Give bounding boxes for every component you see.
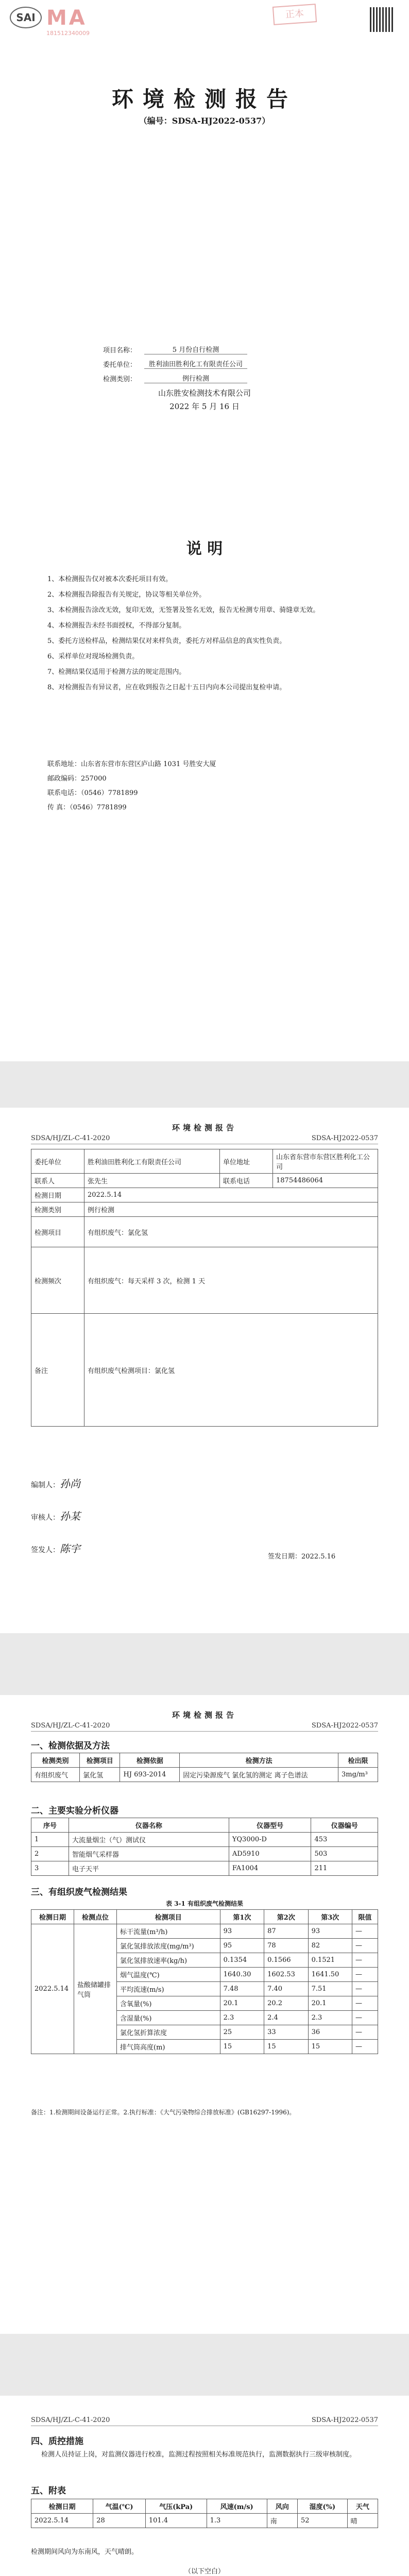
field-text: 检测类别： (103, 376, 137, 383)
note-item: 7、检测结果仅适用于检测方法的规定范围内。 (47, 668, 186, 676)
table-cell: 1602.53 (264, 1968, 308, 1982)
table-cell: 20.1 (220, 1996, 264, 2011)
sign-compiler (31, 1468, 237, 1501)
table-cell: 1641.50 (308, 1968, 352, 1982)
table-cell: 南 (267, 2514, 297, 2528)
table-cell: 电子天平 (69, 1861, 229, 1876)
contact-block (47, 757, 362, 815)
field-text: 项目名称： (103, 347, 137, 354)
table-cell: 1640.30 (220, 1968, 264, 1982)
field-text: 陈宇 (60, 1543, 80, 1555)
page-gap (0, 2334, 409, 2396)
p3-doc-code: SDSA/HJ/ZL-C-41-2020 (31, 1722, 110, 1730)
table-cell: — (352, 1924, 378, 1939)
table-cell: 大流量烟尘（气）测试仪 (69, 1833, 229, 1847)
table-header-cell: 天气 (347, 2499, 378, 2514)
table-cell: 有组织废气检测项目：氯化氢 (84, 1314, 378, 1427)
table-header (31, 2499, 378, 2514)
table-cell: 3 (31, 1861, 69, 1876)
table-cell: 委托单位 (31, 1149, 84, 1174)
section-appendix: 五、附表 (31, 2486, 66, 2496)
table-header-cell: 湿度(%) (297, 2499, 347, 2514)
table-row (31, 1247, 378, 1314)
table-cell: 排气筒高度(m) (117, 2040, 220, 2054)
report-number: （编号：SDSA-HJ2022-0537） (139, 116, 270, 126)
table-cell: 烟气温度(℃) (117, 1968, 220, 1982)
p2-report-no: SDSA-HJ2022-0537 (311, 1134, 378, 1142)
note-item: 1、本检测报告仅对被本次委托项目有效。 (47, 575, 173, 583)
table-header-cell: 检测类别 (31, 1753, 80, 1768)
field-text: 邮政编码： (47, 775, 81, 783)
table-header-cell: 第3次 (308, 1910, 352, 1924)
table-cell: — (352, 2040, 378, 2054)
field-text: 胜利油田胜利化工有限责任公司 (144, 359, 247, 369)
table-cell: 备注 (31, 1314, 84, 1427)
note-item: 6、采样单位对现场检测负责。 (47, 653, 139, 660)
table-row (31, 1768, 378, 1782)
notes-title: 说 明 (186, 540, 223, 558)
table-cell: 28 (93, 2514, 146, 2528)
table-cell: 平均流速(m/s) (117, 1982, 220, 1996)
field-text: 签发人： (31, 1546, 60, 1554)
field-text: 孙某 (60, 1510, 80, 1522)
table-cell: — (352, 1968, 378, 1982)
table-header-cell: 检测依据 (120, 1753, 180, 1768)
field-text: 5 月份自行检测 (144, 344, 247, 354)
table-cell: 盐酸储罐排气筒 (74, 1924, 117, 2054)
table-cell: 2022.5.14 (31, 2514, 93, 2528)
table-header-cell: 第1次 (220, 1910, 264, 1924)
table-cell: 检测频次 (31, 1247, 84, 1314)
table-header-cell: 序号 (31, 1818, 69, 1833)
cma-mark (46, 6, 134, 36)
section-qc: 四、质控措施 (31, 2436, 83, 2447)
table-cell: 78 (264, 1939, 308, 1953)
field-text: 山东省东营市东营区庐山路 1031 号胜安大厦 (81, 760, 216, 768)
table-header-cell: 限值 (352, 1910, 378, 1924)
table-cell: 93 (308, 1924, 352, 1939)
table-cell: 2022.5.14 (31, 1924, 74, 2054)
table-cell: 503 (311, 1847, 378, 1861)
table-cell: 有组织废气：氯化氢 (84, 1217, 378, 1247)
table-cell: 0.1354 (220, 1953, 264, 1968)
table-row (31, 1217, 378, 1247)
table-cell: 有组织废气 (31, 1768, 80, 1782)
methods-table (31, 1753, 378, 1782)
table-header (31, 1753, 378, 1768)
table-row (31, 1314, 378, 1427)
table-cell: 20.2 (264, 1996, 308, 2011)
cma-text: MA (46, 6, 87, 30)
table-header-cell: 检测项目 (80, 1753, 120, 1768)
cover-fields (103, 340, 319, 383)
field-text: 联系电话： (47, 789, 81, 797)
section-methods: 一、检测依据及方法 (31, 1741, 110, 1751)
table-cell: HJ 693-2014 (120, 1768, 180, 1782)
notes-page (0, 515, 409, 1061)
section-results: 三、有组织废气检测结果 (31, 1887, 127, 1897)
note-item: 4、本检测报告未经书面授权，不得部分复制。 (47, 622, 186, 630)
table-row (31, 1174, 378, 1188)
table-cell: — (352, 1996, 378, 2011)
signature-block (31, 1468, 237, 1566)
appendix-page (0, 2396, 409, 2576)
table-row (31, 1202, 378, 1217)
table-cell: 453 (311, 1833, 378, 1847)
note-item: 8、对检测报告有异议者，应在收到报告之日起十五日内向本公司提出复检申请。 (47, 684, 286, 691)
table-cell: 单位地址 (220, 1149, 273, 1174)
p4-doc-code: SDSA/HJ/ZL-C-41-2020 (31, 2416, 110, 2424)
table-cell: 52 (297, 2514, 347, 2528)
logo-text: SAI (16, 11, 36, 24)
table-header-cell: 风向 (267, 2499, 297, 2514)
page-gap (0, 1633, 409, 1695)
notes-list (47, 572, 362, 696)
table-header-cell: 第2次 (264, 1910, 308, 1924)
table-cell: 含湿量(%) (117, 2011, 220, 2025)
table-cell: 含氧量(%) (117, 1996, 220, 2011)
field-text: （0546）7781899 (81, 789, 138, 797)
table-cell: 有组织废气：每天采样 3 次，检测 1 天 (84, 1247, 378, 1314)
table-cell: 智能烟气采样器 (69, 1847, 229, 1861)
cma-number: 181512340009 (46, 30, 90, 37)
table-header (31, 1818, 378, 1833)
field-client (103, 354, 319, 369)
table-cell: 2.3 (308, 2011, 352, 2025)
qc-text: 检测人员持证上岗，对监测仪器进行校准，监测过程按照相关标准规范执行，监测数据执行三级审核制度。 (41, 2451, 356, 2459)
table-cell: 2.3 (220, 2011, 264, 2025)
table-header (31, 1910, 378, 1924)
contact-address (47, 757, 362, 772)
field-text: （0546）7781899 (70, 804, 127, 811)
table-cell: 211 (311, 1861, 378, 1876)
table-cell: 氯化氢折算浓度 (117, 2025, 220, 2040)
contact-postcode (47, 772, 362, 786)
table-cell: 25 (220, 2025, 264, 2040)
table-cell: 33 (264, 2025, 308, 2040)
results-table-title: 表 3-1 有组织废气检测结果 (165, 1900, 244, 1907)
sign-date: 签发日期：2022.5.16 (268, 1553, 336, 1561)
table-cell: 7.48 (220, 1982, 264, 1996)
field-text: 257000 (81, 775, 107, 783)
table-header-cell: 检测点位 (74, 1910, 117, 1924)
table-cell: — (352, 2025, 378, 2040)
table-cell: 0.1521 (308, 1953, 352, 1968)
table-cell: — (352, 1953, 378, 1968)
table-cell: 检测项目 (31, 1217, 84, 1247)
table-cell: 7.51 (308, 1982, 352, 1996)
table-header-cell: 检测日期 (31, 1910, 74, 1924)
table-cell: 1 (31, 1833, 69, 1847)
table-cell: 101.4 (145, 2514, 207, 2528)
cover-page (0, 0, 409, 515)
p3-report-no: SDSA-HJ2022-0537 (311, 1722, 378, 1730)
table-cell: — (352, 1982, 378, 1996)
table-cell: — (352, 2011, 378, 2025)
table-row (31, 1861, 378, 1876)
table-row (31, 1833, 378, 1847)
table-cell: 18754486064 (273, 1174, 378, 1188)
table-cell: 氯化氢 (80, 1768, 120, 1782)
sign-reviewer (31, 1501, 237, 1533)
table-cell: 例行检测 (84, 1202, 378, 1217)
company-logo (9, 5, 42, 30)
table-cell: 93 (220, 1924, 264, 1939)
info-table (31, 1149, 378, 1427)
table-cell: FA1004 (229, 1861, 311, 1876)
field-type (103, 369, 319, 383)
table-cell: 晴 (347, 2514, 378, 2528)
table-header-cell: 检出限 (338, 1753, 378, 1768)
table-row (31, 1149, 378, 1174)
table-header-cell: 检测方法 (180, 1753, 338, 1768)
p2-title: 环境检测报告 (172, 1123, 237, 1132)
appendix-end-text: 检测期间风向为东南风，天气晴朗。 (31, 2548, 139, 2556)
note-item: 5、委托方送检样品，检测结果仅对来样负责，委托方对样品信息的真实性负责。 (47, 637, 286, 645)
table-header-cell: 仪器名称 (69, 1818, 229, 1833)
table-cell: 20.1 (308, 1996, 352, 2011)
cover-date: 2022 年 5 月 16 日 (169, 402, 240, 411)
field-text: 联系地址： (47, 760, 81, 768)
report-title: 环境检测报告 (111, 87, 297, 112)
blank-mark: （以下空白） (184, 2568, 225, 2575)
table-cell: 2 (31, 1847, 69, 1861)
info-page (0, 1108, 409, 1633)
table-cell: 95 (220, 1939, 264, 1953)
table-cell: YQ3000-D (229, 1833, 311, 1847)
table-row (31, 1924, 378, 1939)
page-gap (0, 1061, 409, 1108)
original-stamp: 正本 (272, 4, 317, 25)
table-header-cell: 检测项目 (117, 1910, 220, 1924)
table-header-cell: 气温(℃) (93, 2499, 146, 2514)
table-cell: 标干流量(m³/h) (117, 1924, 220, 1939)
table-cell: 3mg/m³ (338, 1768, 378, 1782)
results-page (0, 1695, 409, 2334)
table-cell: 15 (220, 2040, 264, 2054)
contact-phone (47, 786, 362, 801)
table-cell: 联系人 (31, 1174, 84, 1188)
table-cell: 氯化氢排放浓度(mg/m³) (117, 1939, 220, 1953)
table-cell: AD5910 (229, 1847, 311, 1861)
field-project (103, 340, 319, 354)
table-cell: 检测日期 (31, 1188, 84, 1202)
field-text: 传 真： (47, 804, 70, 811)
table-header-cell: 气压(kPa) (145, 2499, 207, 2514)
field-text: 编制人： (31, 1481, 60, 1489)
instruments-table (31, 1818, 378, 1876)
contact-fax (47, 801, 362, 815)
table-cell: 氯化氢排放速率(kg/h) (117, 1953, 220, 1968)
weather-table (31, 2499, 378, 2528)
table-cell: 胜利油田胜利化工有限责任公司 (84, 1149, 220, 1174)
table-cell: 固定污染源废气 氯化氢的测定 离子色谱法 (180, 1768, 338, 1782)
table-cell: 36 (308, 2025, 352, 2040)
table-cell: 87 (264, 1924, 308, 1939)
p3-title: 环境检测报告 (172, 1710, 237, 1720)
table-row (31, 1188, 378, 1202)
table-cell: 1.3 (207, 2514, 267, 2528)
table-cell: 联系电话 (220, 1174, 273, 1188)
table-cell: 15 (264, 2040, 308, 2054)
field-text: 审核人： (31, 1514, 60, 1522)
qr-code (370, 7, 395, 32)
table-header-cell: 风速(m/s) (207, 2499, 267, 2514)
results-table (31, 1909, 378, 2054)
sign-issuer (31, 1533, 237, 1566)
p4-report-no: SDSA-HJ2022-0537 (311, 2416, 378, 2424)
field-text: 委托单位： (103, 361, 137, 369)
org-name: 山东胜安检测技术有限公司 (158, 388, 251, 398)
results-note: 备注：1.检测期间设备运行正常。2.执行标准：《大气污染物综合排放标准》(GB16297-1996)。 (31, 2109, 296, 2116)
table-header-cell: 仪器编号 (311, 1818, 378, 1833)
field-text: 例行检测 (144, 373, 247, 383)
table-cell: 82 (308, 1939, 352, 1953)
table-header-cell: 检测日期 (31, 2499, 93, 2514)
table-cell: 15 (308, 2040, 352, 2054)
table-cell: 山东省东营市东营区胜利化工公司 (273, 1149, 378, 1174)
table-header-cell: 仪器型号 (229, 1818, 311, 1833)
table-cell: 检测类别 (31, 1202, 84, 1217)
table-cell: 2022.5.14 (84, 1188, 378, 1202)
table-cell: — (352, 1939, 378, 1953)
note-item: 3、本检测报告涂改无效，复印无效，无签署及签名无效，报告无检测专用章、骑缝章无效。 (47, 606, 320, 614)
note-item: 2、本检测报告除报告有关规定，协议等相关单位外。 (47, 591, 206, 599)
table-cell: 0.1566 (264, 1953, 308, 1968)
p2-doc-code: SDSA/HJ/ZL-C-41-2020 (31, 1134, 110, 1142)
section-instruments: 二、主要实验分析仪器 (31, 1806, 118, 1816)
table-cell: 2.4 (264, 2011, 308, 2025)
table-cell: 7.40 (264, 1982, 308, 1996)
table-cell: 张先生 (84, 1174, 220, 1188)
table-row (31, 2514, 378, 2528)
field-text: 孙尚 (60, 1478, 80, 1490)
table-row (31, 1847, 378, 1861)
